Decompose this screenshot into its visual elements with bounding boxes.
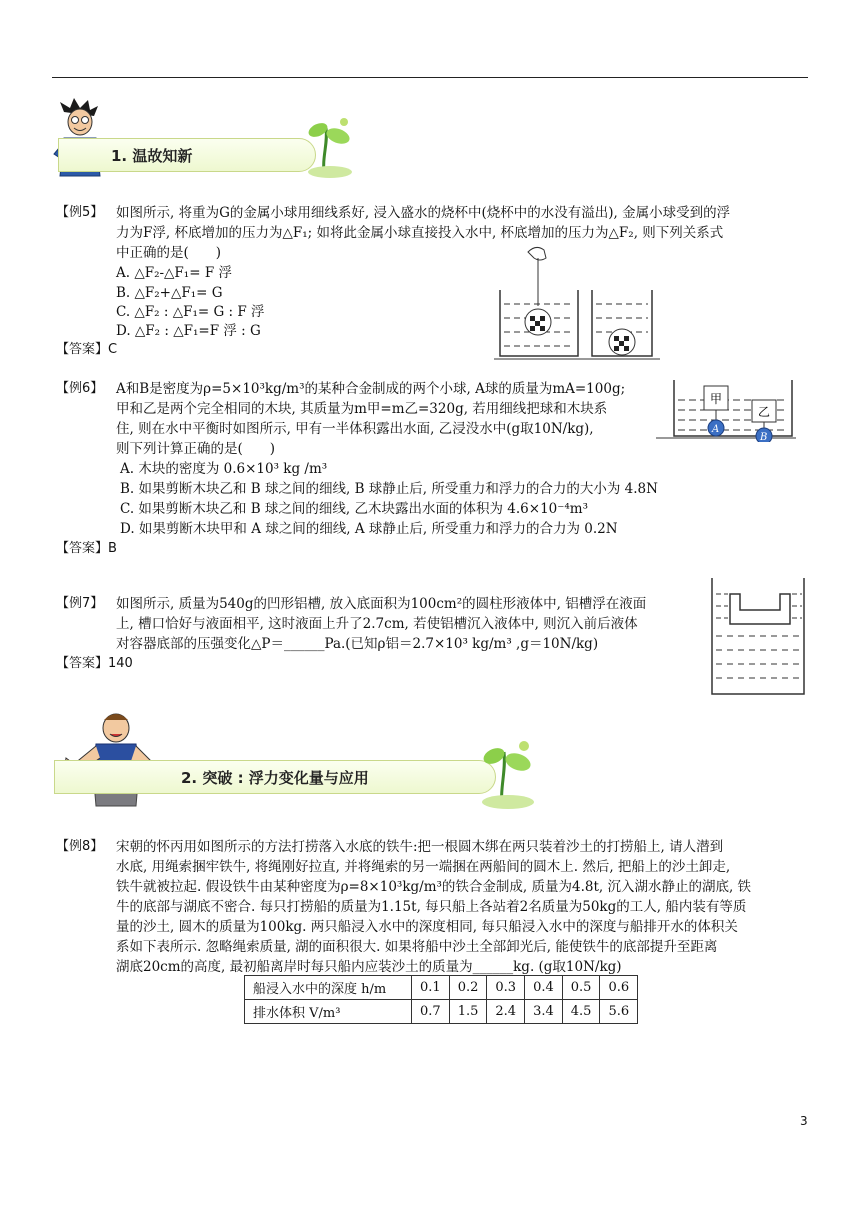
example-5-option-b: B. △F₂+△F₁= G xyxy=(116,285,223,301)
example-6-answer xyxy=(56,539,117,559)
example-5-option-a: A. △F₂-△F₁= F 浮 xyxy=(116,265,232,281)
answer-value: C xyxy=(108,342,118,357)
answer-label: 【答案】 xyxy=(56,342,109,357)
ball-b-label: B xyxy=(760,432,768,442)
example-6-option-d: D. 如果剪断木块甲和 A 球之间的细线, A 球静止后, 所受重力和浮力的合力为 0.2N xyxy=(120,521,618,537)
example-8-line-7: 湖底20cm的高度, 最初船离岸时每只船内应装沙土的质量为______kg. (g取10N/kg) xyxy=(116,959,622,975)
example-6-line-3: 住, 则在水中平衡时如图所示, 甲有一半体积露出水面, 乙浸没水中(g取10N/kg), xyxy=(116,421,594,437)
page-number: 3 xyxy=(800,1114,808,1128)
answer-value: B xyxy=(108,541,117,556)
beaker-figure xyxy=(494,246,660,364)
example-6-line-1: A和B是密度为ρ=5×10³kg/m³的某种合金制成的两个小球, A球的质量为mA=100g; xyxy=(116,381,626,397)
table-cell: 3.4 xyxy=(525,1000,563,1024)
header-rule xyxy=(52,77,808,78)
depth-volume-table xyxy=(244,975,638,1024)
example-5-option-c: C. △F₂ : △F₁= G : F 浮 xyxy=(116,304,265,320)
example-7-line-2: 上, 槽口恰好与液面相平, 这时液面上升了2.7cm, 若使铝槽沉入液体中, 则沉入前后液体 xyxy=(116,616,638,632)
table-cell: 0.4 xyxy=(525,976,563,1000)
example-5-line-1: 如图所示, 将重为G的金属小球用细线系好, 浸入盛水的烧杯中(烧杯中的水没有溢出), 金属小球受到的浮 xyxy=(116,205,731,221)
example-5-line-3: 中正确的是( ) xyxy=(116,245,222,261)
example-6-tag: 【例6】 xyxy=(56,381,104,396)
example-6-option-c: C. 如果剪断木块乙和 B 球之间的细线, 乙木块露出水面的体积为 4.6×10⁻⁴m³ xyxy=(120,501,589,517)
example-7-answer xyxy=(56,654,133,674)
example-7-tag: 【例7】 xyxy=(56,596,104,611)
example-5-tag: 【例5】 xyxy=(56,205,104,220)
section-2-title: 2. 突破 : 浮力变化量与应用 xyxy=(181,768,369,787)
section-2-header xyxy=(48,712,538,812)
example-5-line-2: 力为F浮, 杯底增加的压力为△F₁; 如将此金属小球直接投入水中, 杯底增加的压力为△F₂, 则下列关系式 xyxy=(116,225,724,241)
table-cell: 0.2 xyxy=(449,976,487,1000)
ball-a-label: A xyxy=(712,424,720,435)
table-cell: 0.5 xyxy=(562,976,600,1000)
answer-label: 【答案】 xyxy=(56,656,109,671)
example-7-line-1: 如图所示, 质量为540g的凹形铝槽, 放入底面积为100cm²的圆柱形液体中, 铝槽浮在液面 xyxy=(116,596,647,612)
example-6-option-a: A. 木块的密度为 0.6×10³ kg /m³ xyxy=(120,461,328,477)
section-1-title: 1. 温故知新 xyxy=(111,146,193,165)
example-8-line-3: 铁牛就被拉起. 假设铁牛由某种密度为ρ=8×10³kg/m³的铁合金制成, 质量为4.8t, 沉入湖水静止的湖底, 铁 xyxy=(116,879,752,895)
answer-label: 【答案】 xyxy=(56,541,109,556)
example-5-answer xyxy=(56,340,117,360)
table-cell: 0.6 xyxy=(600,976,638,1000)
example-8-line-1: 宋朝的怀丙用如图所示的方法打捞落入水底的铁牛:把一根圆木绑在两只装着沙土的打捞船上, 请人潜到 xyxy=(116,839,724,855)
table-cell: 5.6 xyxy=(600,1000,638,1024)
block-jia-label: 甲 xyxy=(710,392,723,406)
example-8-line-6: 系如下表所示. 忽略绳索质量, 湖的面积很大. 如果将船中沙土全部卸光后, 能使铁牛的底部提升至距离 xyxy=(116,939,718,955)
answer-value: 140 xyxy=(108,656,133,671)
sprout-icon xyxy=(300,116,358,178)
example-6-option-b: B. 如果剪断木块乙和 B 球之间的细线, B 球静止后, 所受重力和浮力的合力的大小为 4.8N xyxy=(120,481,658,497)
table-row-label: 船浸入水中的深度 h/m xyxy=(245,976,412,1000)
example-7-line-3: 对容器底部的压强变化△P＝______Pa.(已知ρ铝＝2.7×10³ kg/m³ ,g＝10N/kg) xyxy=(116,636,599,652)
example-8-line-5: 量的沙土, 圆木的质量为100kg. 两只船浸入水中的深度相同, 每只船浸入水中的深度与船排开水的体积关 xyxy=(116,919,738,935)
table-cell: 0.3 xyxy=(487,976,525,1000)
table-cell: 1.5 xyxy=(449,1000,487,1024)
sprout-icon xyxy=(476,738,538,810)
water-tank-figure xyxy=(652,378,798,442)
example-8-tag: 【例8】 xyxy=(56,839,104,854)
table-cell: 0.7 xyxy=(412,1000,450,1024)
example-8-line-4: 牛的底部与湖底不密合. 每只打捞船的质量为1.15t, 每只船上各站着2名质量为50kg的工人, 船内装有等质 xyxy=(116,899,747,915)
table-cell: 2.4 xyxy=(487,1000,525,1024)
table-row xyxy=(245,976,638,1000)
table-row xyxy=(245,1000,638,1024)
example-6-line-4: 则下列计算正确的是( ) xyxy=(116,441,276,457)
example-5-option-d: D. △F₂ : △F₁=F 浮 : G xyxy=(116,323,261,339)
table-cell: 4.5 xyxy=(562,1000,600,1024)
example-6-line-2: 甲和乙是两个完全相同的木块, 其质量为m甲=m乙=320g, 若用细线把球和木块系 xyxy=(116,401,608,417)
example-8-line-2: 水底, 用绳索捆牢铁牛, 将绳刚好拉直, 并将绳索的另一端捆在两船间的圆木上. 然后, 把船上的沙土卸走, xyxy=(116,859,731,875)
block-yi-label: 乙 xyxy=(758,405,771,419)
aluminum-trough-figure xyxy=(708,576,808,698)
section-1-header xyxy=(50,98,360,178)
table-cell: 0.1 xyxy=(412,976,450,1000)
table-row-label: 排水体积 V/m³ xyxy=(245,1000,412,1024)
